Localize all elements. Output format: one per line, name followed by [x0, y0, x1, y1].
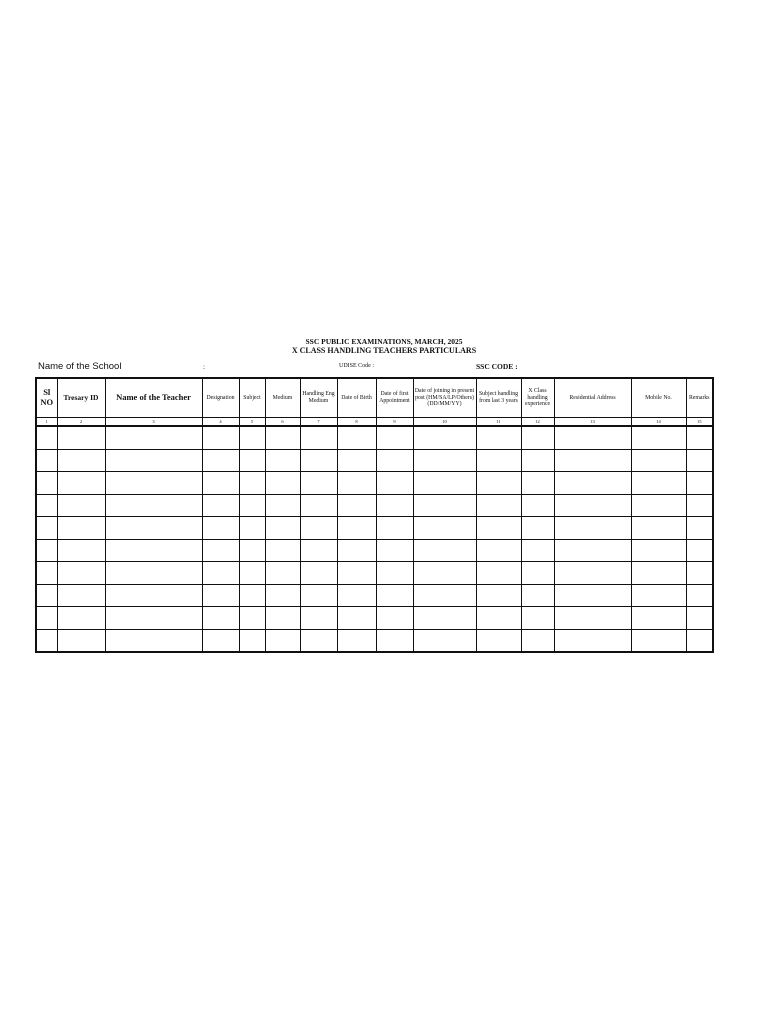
table-cell[interactable]	[413, 539, 476, 562]
column-number: 14	[631, 418, 686, 427]
table-cell[interactable]	[686, 449, 713, 472]
table-cell[interactable]	[36, 562, 57, 585]
table-cell[interactable]	[300, 494, 337, 517]
column-number: 2	[57, 418, 105, 427]
table-cell[interactable]	[202, 584, 239, 607]
table-cell[interactable]	[686, 607, 713, 630]
table-cell[interactable]	[686, 539, 713, 562]
table-cell[interactable]	[239, 517, 265, 540]
table-cell[interactable]	[554, 539, 631, 562]
table-cell[interactable]	[265, 562, 300, 585]
table-cell[interactable]	[105, 494, 202, 517]
table-cell[interactable]	[376, 584, 413, 607]
table-cell[interactable]	[300, 472, 337, 495]
table-cell[interactable]	[631, 517, 686, 540]
form-title-line2: X CLASS HANDLING TEACHERS PARTICULARS	[291, 346, 477, 355]
table-cell[interactable]	[300, 607, 337, 630]
column-header: Remarks	[686, 378, 713, 418]
table-cell[interactable]	[476, 449, 521, 472]
table-cell[interactable]	[265, 426, 300, 449]
column-header: Name of the Teacher	[105, 378, 202, 418]
column-number-row	[36, 418, 713, 427]
table-cell[interactable]	[105, 472, 202, 495]
table-cell[interactable]	[476, 517, 521, 540]
column-number: 6	[265, 418, 300, 427]
table-cell[interactable]	[554, 562, 631, 585]
table-cell[interactable]	[521, 517, 554, 540]
table-cell[interactable]	[36, 494, 57, 517]
table-cell[interactable]	[36, 629, 57, 652]
table-cell[interactable]	[202, 426, 239, 449]
table-cell[interactable]	[376, 517, 413, 540]
table-cell[interactable]	[337, 517, 376, 540]
school-name-colon: :	[203, 363, 205, 371]
table-cell[interactable]	[57, 472, 105, 495]
table-cell[interactable]	[57, 449, 105, 472]
table-cell[interactable]	[631, 607, 686, 630]
table-cell[interactable]	[554, 607, 631, 630]
table-cell[interactable]	[337, 449, 376, 472]
table-cell[interactable]	[476, 629, 521, 652]
table-cell[interactable]	[376, 607, 413, 630]
table-cell[interactable]	[554, 517, 631, 540]
table-cell[interactable]	[239, 472, 265, 495]
table-cell[interactable]	[105, 607, 202, 630]
column-header: Handling Eng Medium	[300, 378, 337, 418]
column-number: 12	[521, 418, 554, 427]
table-cell[interactable]	[686, 584, 713, 607]
table-cell[interactable]	[521, 426, 554, 449]
table-cell[interactable]	[554, 472, 631, 495]
column-number: 3	[105, 418, 202, 427]
table-cell[interactable]	[554, 584, 631, 607]
table-cell[interactable]	[476, 562, 521, 585]
table-cell[interactable]	[202, 629, 239, 652]
udise-code-label: UDISE Code :	[339, 363, 374, 369]
table-cell[interactable]	[376, 494, 413, 517]
table-cell[interactable]	[554, 494, 631, 517]
table-cell[interactable]	[413, 584, 476, 607]
column-header: Residential Address	[554, 378, 631, 418]
table-cell[interactable]	[413, 426, 476, 449]
table-cell[interactable]	[265, 449, 300, 472]
table-cell[interactable]	[202, 449, 239, 472]
table-cell[interactable]	[57, 629, 105, 652]
table-cell[interactable]	[57, 607, 105, 630]
table-cell[interactable]	[476, 584, 521, 607]
table-cell[interactable]	[631, 562, 686, 585]
table-cell[interactable]	[413, 472, 476, 495]
table-cell[interactable]	[376, 562, 413, 585]
table-cell[interactable]	[265, 584, 300, 607]
table-cell[interactable]	[105, 449, 202, 472]
table-cell[interactable]	[300, 539, 337, 562]
table-cell[interactable]	[413, 517, 476, 540]
column-number: 9	[376, 418, 413, 427]
table-cell[interactable]	[521, 449, 554, 472]
column-header: Mobile No.	[631, 378, 686, 418]
table-cell[interactable]	[686, 494, 713, 517]
column-number: 11	[476, 418, 521, 427]
table-cell[interactable]	[202, 539, 239, 562]
table-cell[interactable]	[300, 449, 337, 472]
table-cell[interactable]	[57, 517, 105, 540]
table-cell[interactable]	[265, 607, 300, 630]
table-cell[interactable]	[631, 539, 686, 562]
table-cell[interactable]	[413, 562, 476, 585]
column-header: X Class handling experience	[521, 378, 554, 418]
table-cell[interactable]	[36, 426, 57, 449]
table-cell[interactable]	[554, 449, 631, 472]
table-row	[36, 494, 713, 517]
column-header: Date of first Appointment	[376, 378, 413, 418]
table-cell[interactable]	[239, 562, 265, 585]
table-cell[interactable]	[265, 539, 300, 562]
table-cell[interactable]	[337, 562, 376, 585]
table-cell[interactable]	[36, 607, 57, 630]
table-cell[interactable]	[105, 629, 202, 652]
table-cell[interactable]	[337, 539, 376, 562]
table-cell[interactable]	[36, 449, 57, 472]
table-cell[interactable]	[300, 584, 337, 607]
table-cell[interactable]	[476, 607, 521, 630]
table-row	[36, 426, 713, 449]
table-cell[interactable]	[300, 517, 337, 540]
column-number: 7	[300, 418, 337, 427]
table-cell[interactable]	[413, 449, 476, 472]
table-cell[interactable]	[239, 494, 265, 517]
table-cell[interactable]	[265, 472, 300, 495]
table-cell[interactable]	[686, 517, 713, 540]
table-cell[interactable]	[476, 426, 521, 449]
table-cell[interactable]	[376, 449, 413, 472]
table-cell[interactable]	[202, 472, 239, 495]
table-cell[interactable]	[265, 517, 300, 540]
table-cell[interactable]	[36, 472, 57, 495]
column-header: Date of joining in present post (HM/SA/LP/Others) (DD/MM/YY)	[413, 378, 476, 418]
ssc-code-label: SSC CODE :	[476, 362, 518, 371]
table-cell[interactable]	[554, 426, 631, 449]
table-cell[interactable]	[554, 629, 631, 652]
table-cell[interactable]	[686, 426, 713, 449]
table-cell[interactable]	[202, 517, 239, 540]
column-number: 5	[239, 418, 265, 427]
form-title-line1: SSC PUBLIC EXAMINATIONS, MARCH, 2025	[305, 337, 463, 346]
column-number: 15	[686, 418, 713, 427]
table-cell[interactable]	[300, 426, 337, 449]
table-cell[interactable]	[239, 426, 265, 449]
table-row	[36, 449, 713, 472]
column-header: Sl NO	[36, 378, 57, 418]
table-cell[interactable]	[300, 562, 337, 585]
table-row	[36, 629, 713, 652]
table-cell[interactable]	[36, 584, 57, 607]
column-header: Tresary ID	[57, 378, 105, 418]
column-number: 8	[337, 418, 376, 427]
table-cell[interactable]	[631, 584, 686, 607]
table-cell[interactable]	[631, 494, 686, 517]
table-cell[interactable]	[521, 629, 554, 652]
table-cell[interactable]	[376, 539, 413, 562]
table-row	[36, 562, 713, 585]
table-cell[interactable]	[239, 584, 265, 607]
table-cell[interactable]	[337, 426, 376, 449]
table-cell[interactable]	[337, 494, 376, 517]
table-cell[interactable]	[521, 607, 554, 630]
table-cell[interactable]	[337, 629, 376, 652]
table-cell[interactable]	[631, 449, 686, 472]
school-name-label: Name of the School	[38, 361, 122, 372]
column-number: 1	[36, 418, 57, 427]
table-cell[interactable]	[105, 584, 202, 607]
table-cell[interactable]	[521, 562, 554, 585]
table-cell[interactable]	[631, 426, 686, 449]
header-row	[36, 378, 713, 418]
table-cell[interactable]	[521, 494, 554, 517]
table-cell[interactable]	[686, 629, 713, 652]
table-cell[interactable]	[686, 472, 713, 495]
table-cell[interactable]	[36, 539, 57, 562]
column-header: Subject handling from last 3 years	[476, 378, 521, 418]
table-cell[interactable]	[57, 494, 105, 517]
column-number: 4	[202, 418, 239, 427]
table-cell[interactable]	[202, 607, 239, 630]
table-cell[interactable]	[36, 517, 57, 540]
table-cell[interactable]	[57, 426, 105, 449]
table-cell[interactable]	[337, 584, 376, 607]
table-cell[interactable]	[413, 629, 476, 652]
table-cell[interactable]	[376, 629, 413, 652]
table-cell[interactable]	[300, 629, 337, 652]
table-cell[interactable]	[476, 539, 521, 562]
table-cell[interactable]	[413, 494, 476, 517]
table-cell[interactable]	[202, 494, 239, 517]
table-cell[interactable]	[239, 629, 265, 652]
table-row	[36, 517, 713, 540]
table-cell[interactable]	[105, 517, 202, 540]
table-cell[interactable]	[105, 539, 202, 562]
table-cell[interactable]	[57, 562, 105, 585]
table-cell[interactable]	[521, 472, 554, 495]
table-cell[interactable]	[265, 494, 300, 517]
table-cell[interactable]	[476, 472, 521, 495]
table-cell[interactable]	[57, 584, 105, 607]
table-cell[interactable]	[376, 472, 413, 495]
table-cell[interactable]	[476, 494, 521, 517]
column-number: 13	[554, 418, 631, 427]
table-row	[36, 584, 713, 607]
table-row	[36, 607, 713, 630]
table-body	[36, 426, 713, 652]
table-cell[interactable]	[631, 629, 686, 652]
table-cell[interactable]	[239, 607, 265, 630]
table-cell[interactable]	[239, 449, 265, 472]
column-header: Medium	[265, 378, 300, 418]
table-cell[interactable]	[521, 539, 554, 562]
column-header: Date of Birth	[337, 378, 376, 418]
table-cell[interactable]	[105, 426, 202, 449]
table-cell[interactable]	[337, 607, 376, 630]
table-cell[interactable]	[239, 539, 265, 562]
table-row	[36, 539, 713, 562]
table-row	[36, 472, 713, 495]
table-cell[interactable]	[686, 562, 713, 585]
table-cell[interactable]	[57, 539, 105, 562]
column-header: Subject	[239, 378, 265, 418]
table-cell[interactable]	[337, 472, 376, 495]
table-cell[interactable]	[105, 562, 202, 585]
table-cell[interactable]	[265, 629, 300, 652]
teachers-particulars-table	[35, 377, 714, 653]
table-cell[interactable]	[202, 562, 239, 585]
column-number: 10	[413, 418, 476, 427]
table-cell[interactable]	[631, 472, 686, 495]
column-header: Designation	[202, 378, 239, 418]
table-cell[interactable]	[376, 426, 413, 449]
table-cell[interactable]	[521, 584, 554, 607]
table-cell[interactable]	[413, 607, 476, 630]
